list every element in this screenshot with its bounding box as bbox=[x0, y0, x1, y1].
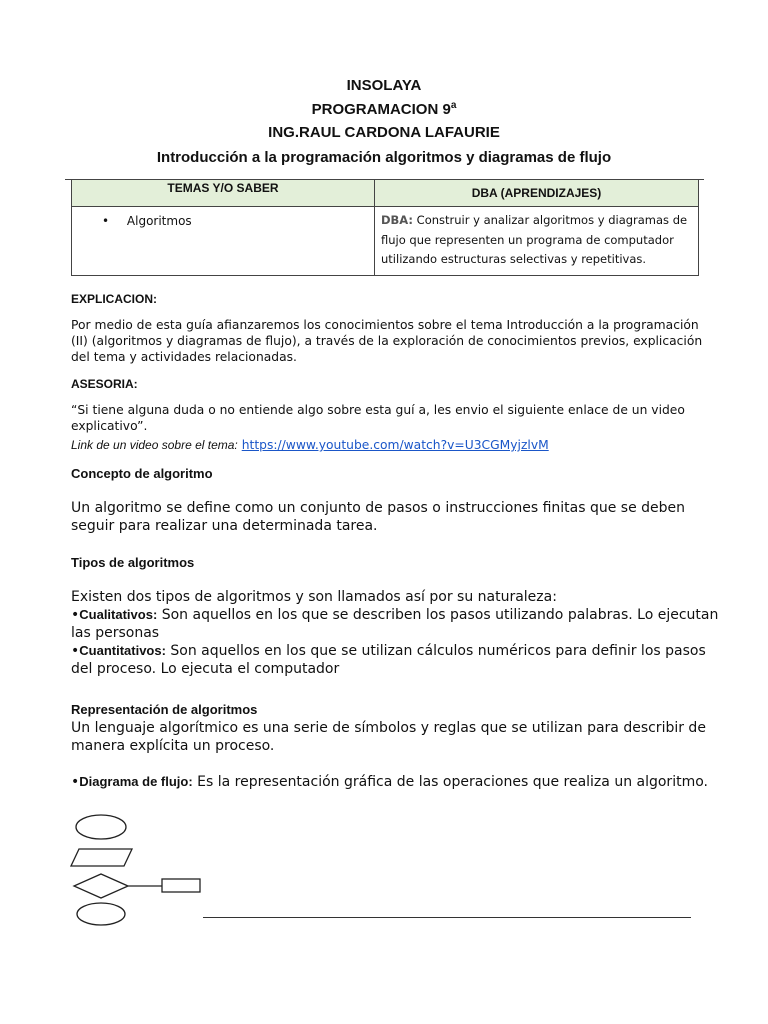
process-rectangle-shape bbox=[162, 879, 200, 892]
answer-line bbox=[203, 917, 691, 918]
course-name: PROGRAMACION 9 bbox=[311, 101, 451, 118]
diagrama-flujo-text: Es la representación gráfica de las operaciones que realiza un algoritmo. bbox=[192, 774, 708, 790]
table-cell-dba bbox=[375, 207, 699, 276]
cuantitativos-label: Cuantitativos: bbox=[79, 643, 166, 658]
tipos-intro: Existen dos tipos de algoritmos y son llamados así por su naturaleza: bbox=[71, 589, 557, 605]
parallelogram-input-shape bbox=[71, 849, 132, 866]
bullet-icon: • bbox=[71, 774, 80, 790]
diagrama-flujo-label: Diagrama de flujo: bbox=[79, 774, 193, 789]
tipos-cuantitativos bbox=[71, 642, 731, 678]
teacher-name: ING.RAUL CARDONA LAFAURIE bbox=[268, 124, 500, 141]
cuantitativos-text: Son aquellos en los que se utilizan cálculos numéricos para definir los pasos del proceso. Lo ejecuta el computador bbox=[71, 643, 706, 677]
video-link-label: Link de un video sobre el tema: bbox=[71, 438, 238, 452]
explicacion-heading: EXPLICACION: bbox=[71, 292, 158, 306]
decision-diamond-shape bbox=[74, 874, 128, 898]
representacion-heading: Representación de algoritmos bbox=[71, 702, 258, 717]
school-name: INSOLAYA bbox=[346, 77, 422, 94]
asesoria-heading: ASESORIA: bbox=[71, 377, 138, 391]
diagrama-flujo-item bbox=[71, 773, 751, 791]
course-superscript: a bbox=[450, 100, 457, 111]
concepto-heading: Concepto de algoritmo bbox=[71, 466, 213, 481]
video-link[interactable]: https://www.youtube.com/watch?v=U3CGMyjzlvM bbox=[241, 438, 549, 452]
dba-label: DBA: bbox=[381, 213, 414, 227]
cualitativos-text: Son aquellos en los que se describen los pasos utilizando palabras. Lo ejecutan las personas bbox=[71, 607, 719, 641]
topic-text: Algoritmos bbox=[126, 214, 192, 228]
bullet-icon: • bbox=[102, 214, 110, 228]
dba-text: Construir y analizar algoritmos y diagramas de flujo que representen un programa de computador utilizando estructuras selectivas y repetitivas. bbox=[381, 213, 688, 266]
concepto-text: Un algoritmo se define como un conjunto de pasos o instrucciones finitas que se deben seguir para realizar una determinada tarea. bbox=[71, 500, 686, 534]
cualitativos-label: Cualitativos: bbox=[79, 607, 158, 622]
terminal-oval-shape bbox=[77, 903, 125, 925]
table-header-dba-label: DBA (APRENDIZAJES) bbox=[471, 186, 602, 200]
table-header-topics: TEMAS Y/O SABER bbox=[72, 180, 375, 207]
table-cell-topic bbox=[72, 207, 375, 276]
video-link-line bbox=[71, 437, 711, 453]
tipos-cualitativos bbox=[71, 606, 731, 642]
representacion-text: Un lenguaje algorítmico es una serie de símbolos y reglas que se utilizan para describir de manera explícita un proceso. bbox=[71, 720, 706, 754]
document-subtitle: Introducción a la programación algoritmos y diagramas de flujo bbox=[156, 149, 612, 166]
bullet-icon: • bbox=[71, 607, 80, 623]
asesoria-text: “Si tiene alguna duda o no entiende algo sobre esta guí a, les envio el siguiente enlace de un video explicativo”. bbox=[71, 403, 685, 433]
course-title bbox=[0, 100, 768, 118]
table-header-dba bbox=[375, 180, 699, 207]
flowchart-symbols-figure bbox=[66, 810, 212, 928]
tipos-heading: Tipos de algoritmos bbox=[71, 555, 195, 570]
explicacion-text: Por medio de esta guía afianzaremos los conocimientos sobre el tema Introducción a la programación (II) (algoritmos y diagramas de flujo), a través de la exploración de conocimientos previos, explicación del tema y actividades relacionadas. bbox=[71, 318, 703, 364]
terminal-oval-shape bbox=[76, 815, 126, 839]
topics-dba-table bbox=[71, 179, 699, 276]
bullet-icon: • bbox=[71, 643, 80, 659]
